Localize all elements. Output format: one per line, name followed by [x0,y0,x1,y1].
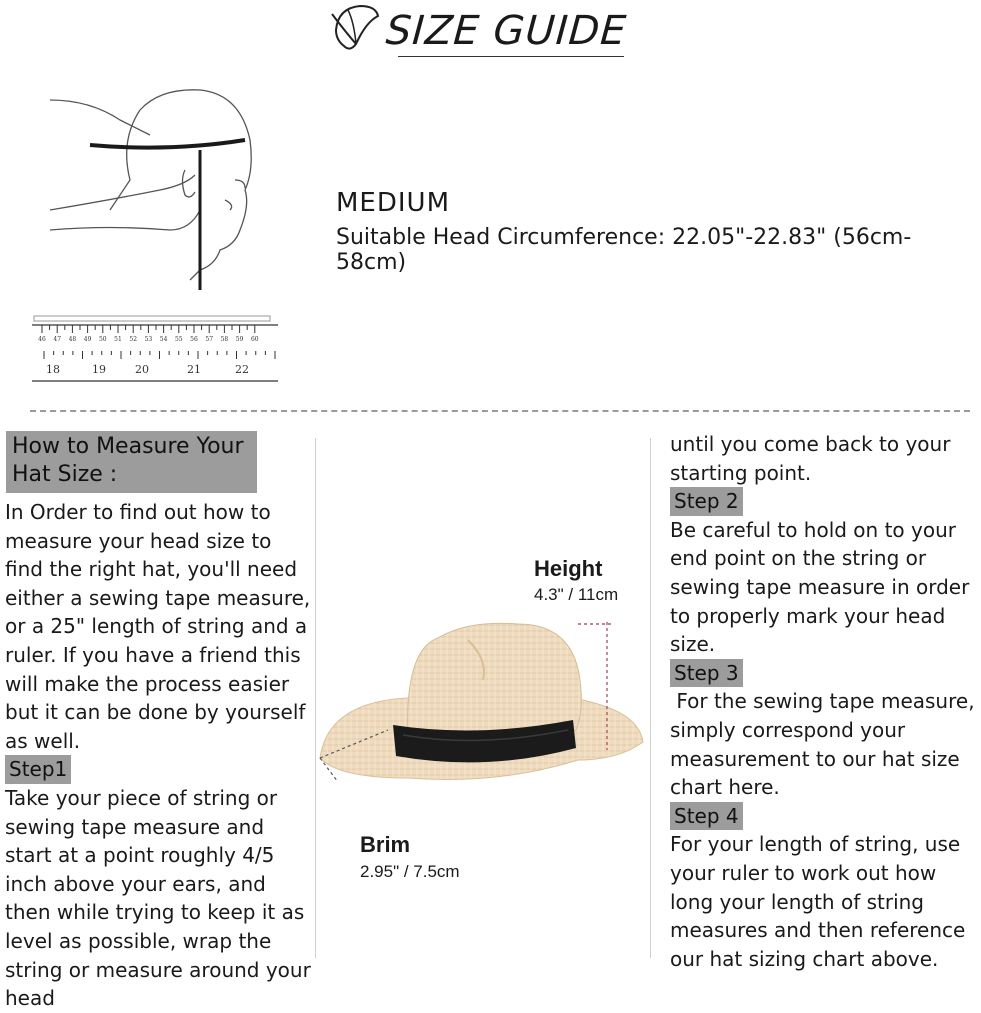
ruler-cm-label: 56 [190,336,198,343]
height-value: 4.3" / 11cm [534,585,619,604]
column-divider [650,438,651,958]
ruler-inch-label: 22 [235,363,249,376]
ruler-cm-label: 57 [205,336,214,343]
head-measuring-illustration [50,80,280,310]
intro-text: In Order to find out how to measure your head size to find the right hat, you'll need either a sewing tape measure, or a 25" length of string and a ruler. If you have a friend this will make the process easier but it can be done by yourself as well. [5,500,311,753]
step4-label: Step 4 [670,802,743,831]
ruler-cm-label: 60 [250,336,259,343]
guide-title: How to Measure Your Hat Size : [6,431,257,493]
ruler-cm-label: 53 [144,336,153,343]
hat-logo-icon [326,0,386,60]
ruler-cm-label: 55 [174,336,183,343]
ruler-inch-label: 21 [187,363,201,376]
ruler-inch-label: 18 [46,363,60,376]
ruler-cm-label: 59 [235,336,244,343]
step1-label: Step1 [5,755,71,784]
ruler-cm-label: 48 [68,336,77,343]
step1-continued-text: until you come back to your starting point. [670,432,951,485]
step2-text: Be careful to hold on to your end point on the string or sewing tape measure in order to properly mark your head size. [670,517,970,657]
brim-value: 2.95" / 7.5cm [360,862,460,881]
ruler-cm-label: 47 [53,336,62,343]
ruler-cm-label: 46 [38,336,46,343]
ruler-inch-label: 19 [92,363,106,376]
ruler-cm-label: 54 [159,336,168,343]
size-description: Suitable Head Circumference: 22.05"-22.83" (56cm-58cm) [336,225,912,275]
step2-label: Step 2 [670,487,743,516]
brim-label: Brim [360,832,411,857]
ruler-cm-label: 49 [83,336,92,343]
ruler-cm-label: 52 [129,336,138,343]
step4-text: For your length of string, use your ruler to work out how long your length of string measures and then reference our hat sizing chart above. [670,832,966,971]
step1-text: Take your piece of string or sewing tape measure and start at a point roughly 4/5 inch above your ears, and then while trying to keep it as level as possible, wrap the string or measure around your head [5,785,311,1011]
right-column [670,430,981,973]
size-name: MEDIUM [336,188,451,218]
page-title: SIZE GUIDE [384,8,629,54]
column-divider [315,438,316,958]
ruler-illustration [32,315,278,385]
step3-text: For the sewing tape measure, simply correspond your measurement to our hat size chart here. [670,689,981,800]
step3-label: Step 3 [670,659,743,688]
ruler-inch-label: 20 [135,363,149,376]
ruler-cm-label: 58 [220,336,229,343]
ruler-cm-label: 51 [114,336,122,343]
title-underline [398,56,624,57]
height-label: Height [534,556,603,581]
ruler-cm-label: 50 [98,336,107,343]
section-divider [30,410,970,412]
fedora-hat-image [318,610,648,810]
left-column [5,498,313,1013]
